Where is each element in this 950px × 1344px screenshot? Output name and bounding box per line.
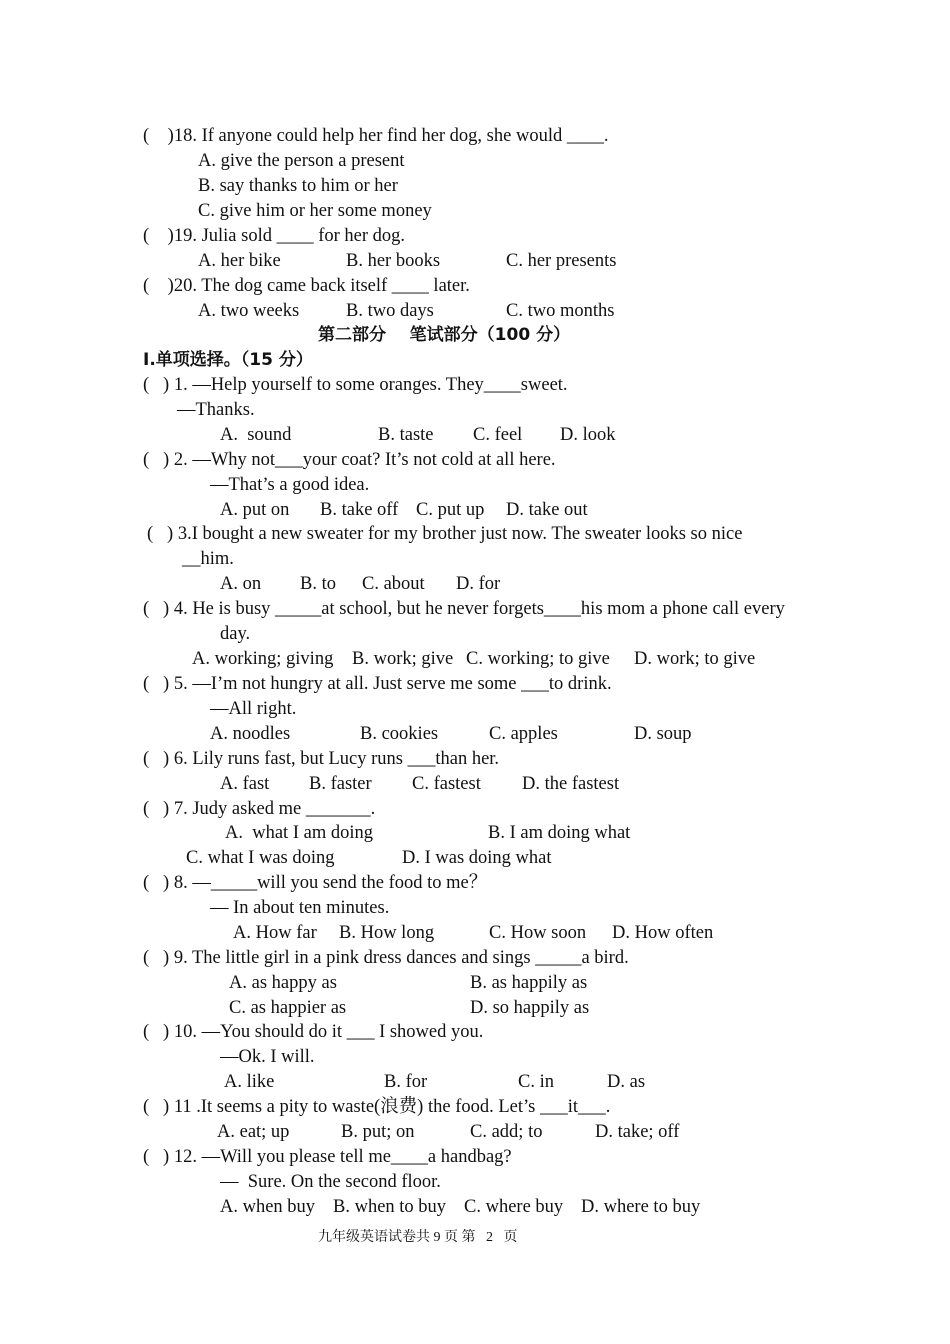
question-2-option-a: A. put on	[220, 500, 290, 520]
question-19-option-b: B. her books	[346, 251, 441, 271]
page-footer: 九年级英语试卷共 9 页 第 2 页	[318, 1230, 518, 1245]
question-5-option-d: D. soup	[634, 724, 692, 744]
question-7-option-b: B. I am doing what	[488, 823, 631, 843]
question-19-option-c: C. her presents	[506, 251, 617, 271]
question-7-stem: ( ) 7. Judy asked me _______.	[143, 799, 376, 819]
question-11-option-c: C. add; to	[470, 1122, 543, 1142]
question-6-option-a: A. fast	[220, 774, 270, 794]
question-9-option-d: D. so happily as	[470, 998, 590, 1018]
question-18-option-b: B. say thanks to him or her	[198, 176, 398, 196]
question-8-reply: — In about ten minutes.	[210, 898, 390, 918]
question-2-option-b: B. take off	[320, 500, 399, 520]
question-10-reply: —Ok. I will.	[220, 1047, 315, 1067]
question-18-stem: ( )18. If anyone could help her find her dog, she would ____.	[143, 126, 609, 146]
question-19-stem: ( )19. Julia sold ____ for her dog.	[143, 226, 406, 246]
question-5-option-c: C. apples	[489, 724, 558, 744]
question-3-option-c: C. about	[362, 574, 425, 594]
question-20-stem: ( )20. The dog came back itself ____ later.	[143, 276, 470, 296]
question-5-stem: ( ) 5. —I’m not hungry at all. Just serve me some ___to drink.	[143, 674, 612, 694]
question-1-option-b: B. taste	[378, 425, 434, 445]
question-3-option-a: A. on	[220, 574, 262, 594]
question-10-option-a: A. like	[224, 1072, 275, 1092]
question-6-stem: ( ) 6. Lily runs fast, but Lucy runs ___than her.	[143, 749, 500, 769]
question-1-option-a: A. sound	[220, 425, 292, 445]
question-3-continuation: __him.	[182, 549, 234, 569]
question-12-option-a: A. when buy	[220, 1197, 316, 1217]
question-2-reply: —That’s a good idea.	[210, 475, 370, 495]
question-19-option-a: A. her bike	[198, 251, 281, 271]
question-8-option-a: A. How far	[233, 923, 317, 943]
question-12-option-c: C. where buy	[464, 1197, 564, 1217]
question-20-option-a: A. two weeks	[198, 301, 300, 321]
question-11-option-d: D. take; off	[595, 1122, 680, 1142]
section-heading: I.单项选择。（15 分）	[143, 350, 313, 370]
question-9-option-a: A. as happy as	[229, 973, 337, 993]
question-20-option-c: C. two months	[506, 301, 615, 321]
question-1-stem: ( ) 1. —Help yourself to some oranges. They____sweet.	[143, 375, 568, 395]
question-5-option-a: A. noodles	[210, 724, 291, 744]
question-1-option-c: C. feel	[473, 425, 523, 445]
question-11-stem: ( ) 11 .It seems a pity to waste(浪费) the food. Let’s ___it___.	[143, 1097, 611, 1117]
question-7-option-d: D. I was doing what	[402, 848, 552, 868]
question-6-option-c: C. fastest	[412, 774, 481, 794]
question-10-stem: ( ) 10. —You should do it ___ I showed you.	[143, 1022, 484, 1042]
question-8-option-b: B. How long	[339, 923, 435, 943]
question-18-option-c: C. give him or her some money	[198, 201, 432, 221]
question-8-stem: ( ) 8. —_____will you send the food to me？	[143, 873, 488, 893]
question-3-option-b: B. to	[300, 574, 336, 594]
question-6-option-d: D. the fastest	[522, 774, 620, 794]
section-title: 第二部分 笔试部分（100 分）	[318, 325, 571, 345]
question-1-reply: —Thanks.	[177, 400, 255, 420]
question-10-option-c: C. in	[518, 1072, 554, 1092]
question-7-option-c: C. what I was doing	[186, 848, 335, 868]
question-11-option-b: B. put; on	[341, 1122, 415, 1142]
question-4-option-b: B. work; give	[352, 649, 454, 669]
question-8-option-d: D. How often	[612, 923, 714, 943]
question-12-stem: ( ) 12. —Will you please tell me____a handbag?	[143, 1147, 512, 1167]
question-9-option-b: B. as happily as	[470, 973, 588, 993]
question-4-option-d: D. work; to give	[634, 649, 756, 669]
question-4-option-a: A. working; giving	[192, 649, 334, 669]
question-4-continuation: day.	[220, 624, 251, 644]
question-7-option-a: A. what I am doing	[225, 823, 373, 843]
question-5-reply: —All right.	[210, 699, 297, 719]
question-20-option-b: B. two days	[346, 301, 434, 321]
question-10-option-b: B. for	[384, 1072, 428, 1092]
question-3-option-d: D. for	[456, 574, 501, 594]
question-11-option-a: A. eat; up	[217, 1122, 290, 1142]
question-5-option-b: B. cookies	[360, 724, 439, 744]
question-12-option-d: D. where to buy	[581, 1197, 701, 1217]
question-4-option-c: C. working; to give	[466, 649, 610, 669]
question-3-stem: ( ) 3.I bought a new sweater for my brother just now. The sweater looks so nice	[147, 524, 743, 544]
question-1-option-d: D. look	[560, 425, 616, 445]
question-9-option-c: C. as happier as	[229, 998, 347, 1018]
question-2-option-d: D. take out	[506, 500, 588, 520]
question-2-option-c: C. put up	[416, 500, 485, 520]
question-8-option-c: C. How soon	[489, 923, 587, 943]
question-10-option-d: D. as	[607, 1072, 646, 1092]
question-6-option-b: B. faster	[309, 774, 372, 794]
question-12-option-b: B. when to buy	[333, 1197, 447, 1217]
question-2-stem: ( ) 2. —Why not___your coat? It’s not cold at all here.	[143, 450, 556, 470]
question-9-stem: ( ) 9. The little girl in a pink dress dances and sings _____a bird.	[143, 948, 629, 968]
question-12-reply: — Sure. On the second floor.	[220, 1172, 441, 1192]
question-18-option-a: A. give the person a present	[198, 151, 405, 171]
question-4-stem: ( ) 4. He is busy _____at school, but he never forgets____his mom a phone call every	[143, 599, 785, 619]
